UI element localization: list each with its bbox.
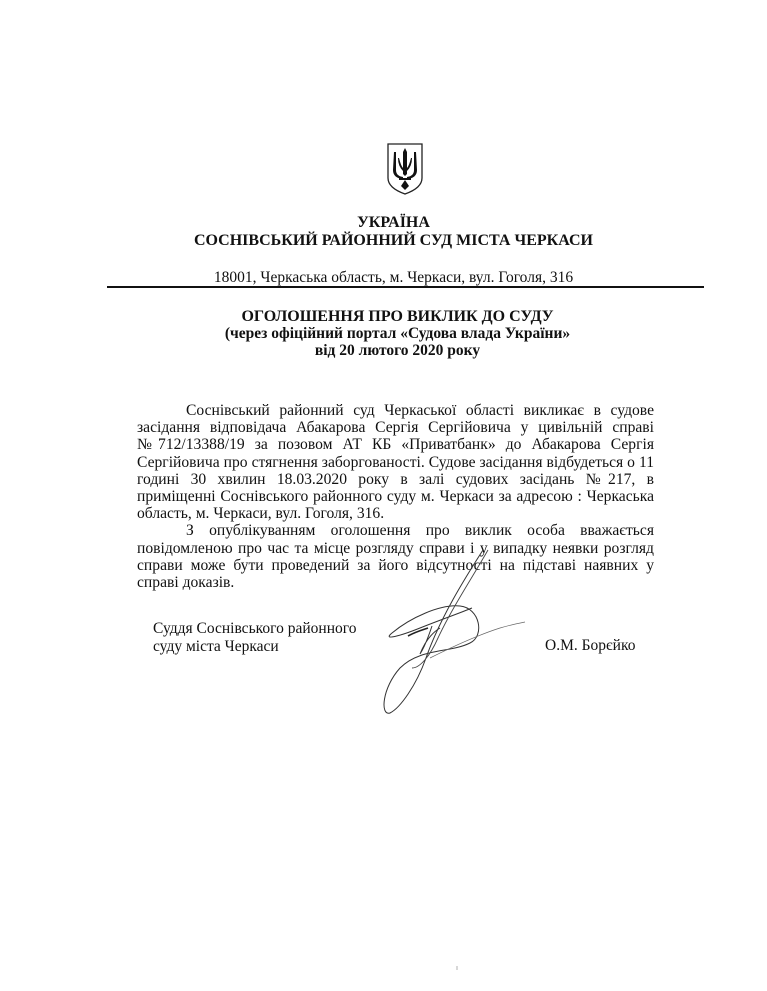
notice-date: від 20 лютого 2020 року xyxy=(314,342,481,359)
judge-position xyxy=(153,620,356,655)
body-paragraph: З опублікуванням оголошення про виклик особа вважається повідомленою про час та місце розгляду справи і у випадку неявки розгляд справи може бути проведений за його відсутності на підставі наявних у справі доказів. xyxy=(137,522,654,592)
body-paragraph: Соснівський районний суд Черкаської області викликає в судове засідання відповідача Абакарова Сергія Сергійовича у цивільній справі №712/13388/19 за позовом АТ КБ «Приватбанк» до Абакарова Сергія Сергійовича про стягнення заборгованості. Судове засідання відбудеться о 11 годині 30 хвилин 18.03.2020 року в залі судових засідань №217, в приміщенні Соснівського районного суду м. Черкаси за адресою : Черкаська область, м. Черкаси, вул. Гоголя, 316. xyxy=(137,402,654,523)
judge-position-line: суду міста Черкаси xyxy=(153,637,279,655)
header-divider xyxy=(107,286,704,288)
notice-subtitle: (через офіційний портал «Судова влада України» xyxy=(224,325,571,342)
judge-position-line: Суддя Соснівського районного xyxy=(153,620,357,637)
scan-artifact xyxy=(456,966,458,970)
trident-coat-of-arms-icon xyxy=(386,142,424,196)
handwritten-signature xyxy=(360,548,530,718)
judge-name: О.М. Борєйко xyxy=(545,637,636,654)
notice-title: ОГОЛОШЕННЯ ПРО ВИКЛИК ДО СУДУ xyxy=(241,308,554,325)
country-heading: УКРАЇНА xyxy=(357,214,430,231)
court-address: 18001, Черкаська область, м. Черкаси, вул. Гоголя, 316 xyxy=(213,269,574,286)
court-name-heading: СОСНІВСЬКИЙ РАЙОННИЙ СУД МІСТА ЧЕРКАСИ xyxy=(193,232,593,249)
